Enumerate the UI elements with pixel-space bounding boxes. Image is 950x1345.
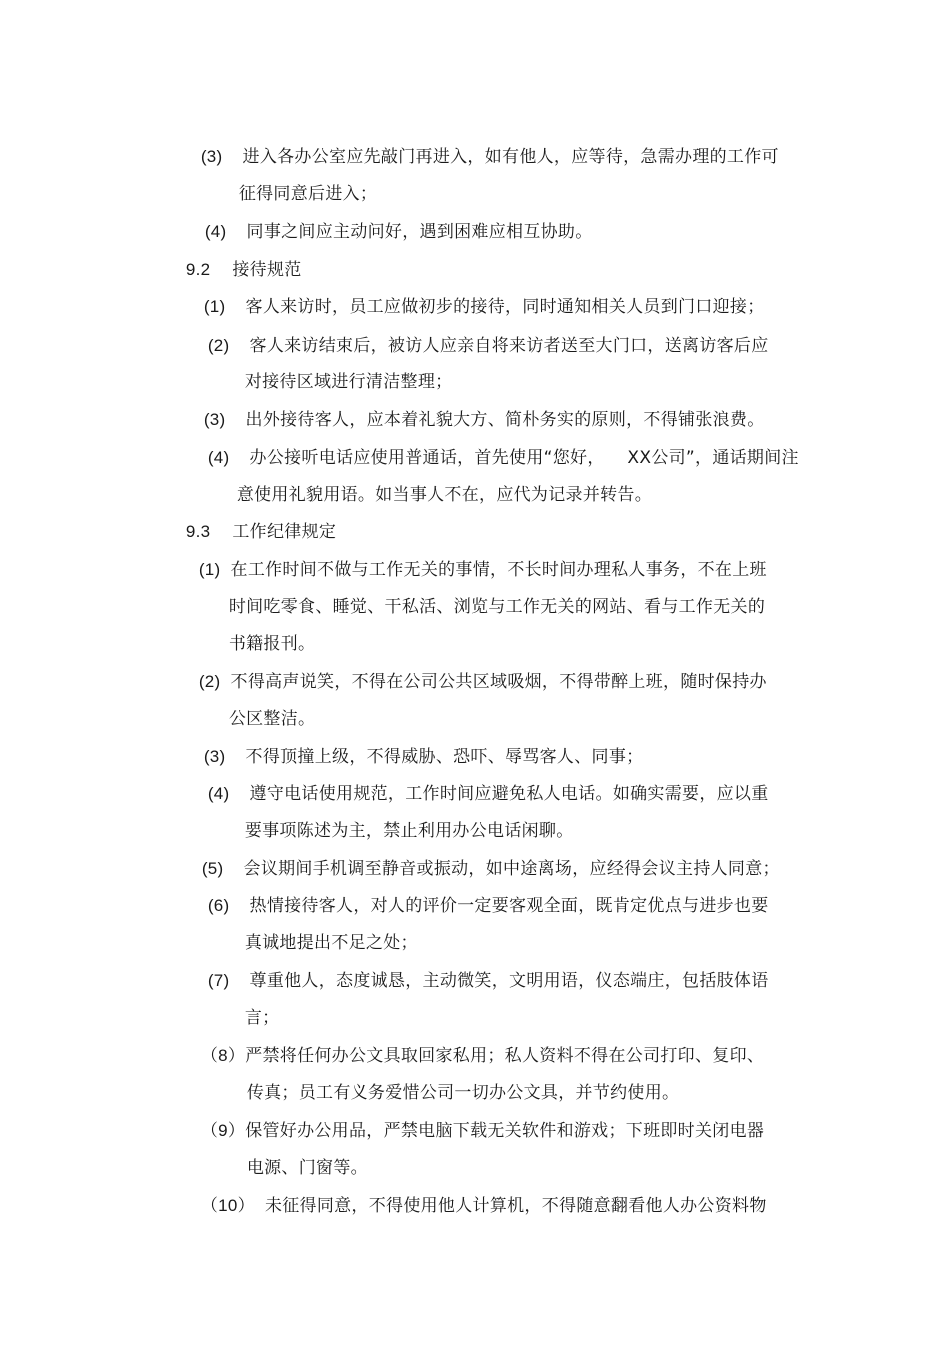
item-text: 时间吃零食、睡觉、干私活、浏览与工作无关的网站、看与工作无关的 xyxy=(228,597,766,617)
item-text: 热情接待客人，对人的评价一定要客观全面，既肯定优点与进步也要 xyxy=(249,896,769,916)
item-text: 对接待区域进行清洁整理； xyxy=(244,372,453,392)
item-number: （8） xyxy=(200,1046,246,1065)
item-text: 要事项陈述为主，禁止利用办公电话闲聊。 xyxy=(244,821,574,841)
item-text: 书籍报刊。 xyxy=(228,634,316,654)
item-text: 不得高声说笑，不得在公司公共区域吸烟，不得带醉上班，随时保持办 xyxy=(230,672,767,692)
item-text: 客人来访结束后，被访人应亲自将来访者送至大门口，送离访客后应 xyxy=(249,336,769,356)
item-number: (2) xyxy=(207,336,230,355)
section-number: 9.3 xyxy=(185,522,211,541)
item-text: 客人来访时，员工应做初步的接待，同时通知相关人员到门口迎接； xyxy=(245,297,765,317)
section-title: 工作纪律规定 xyxy=(232,522,337,542)
item-number: (4) xyxy=(207,784,230,803)
item-text: 尊重他人，态度诚恳，主动微笑，文明用语，仪态端庄，包括肢体语 xyxy=(249,971,769,991)
item-text: 遵守电话使用规范，工作时间应避免私人电话。如确实需要，应以重 xyxy=(249,784,769,804)
item-number: (4) xyxy=(204,222,227,241)
item-number: (4) xyxy=(207,448,230,467)
list-item xyxy=(178,1173,767,1239)
item-text: 会议期间手机调至静音或振动，如中途离场，应经得会议主持人同意； xyxy=(243,859,780,879)
item-text: 同事之间应主动问好，遇到困难应相互协助。 xyxy=(246,222,593,242)
item-text: 电源、门窗等。 xyxy=(246,1158,368,1178)
item-text: 征得同意后进入； xyxy=(238,184,378,204)
item-number: （9） xyxy=(200,1121,246,1140)
section-number: 9.2 xyxy=(185,260,211,279)
item-text: 未征得同意，不得使用他人计算机，不得随意翻看他人办公资料物 xyxy=(264,1196,767,1216)
item-text: 传真；员工有义务爱惜公司一切办公文具，并节约使用。 xyxy=(246,1083,680,1103)
item-text: 公区整洁。 xyxy=(228,709,316,729)
item-number: (3) xyxy=(200,147,223,166)
item-text: 不得顶撞上级，不得威胁、恐吓、辱骂客人、同事； xyxy=(245,747,644,767)
item-text: 出外接待客人，应本着礼貌大方、简朴务实的原则，不得铺张浪费。 xyxy=(245,410,765,430)
item-number: (6) xyxy=(207,896,230,915)
item-number: (1) xyxy=(198,560,221,579)
item-number: (2) xyxy=(198,672,221,691)
section-title: 接待规范 xyxy=(232,260,302,280)
item-number: (7) xyxy=(207,971,230,990)
item-text: 进入各办公室应先敲门再进入，如有他人，应等待，急需办理的工作可 xyxy=(242,147,779,167)
item-text: 在工作时间不做与工作无关的事情，不长时间办理私人事务，不在上班 xyxy=(230,560,767,580)
item-text: 言； xyxy=(244,1008,280,1028)
item-text: 真诚地提出不足之处； xyxy=(244,933,418,953)
item-text: 意使用礼貌用语。如当事人不在，应代为记录并转告。 xyxy=(236,485,653,505)
item-text: 严禁将任何办公文具取回家私用；私人资料不得在公司打印、复印、 xyxy=(245,1046,765,1066)
item-number: (3) xyxy=(203,410,226,429)
item-number: (1) xyxy=(203,297,226,316)
item-text: 保管好办公用品，严禁电脑下载无关软件和游戏；下班即时关闭电器 xyxy=(245,1121,765,1141)
item-number: (5) xyxy=(201,859,224,878)
item-number: (3) xyxy=(203,747,226,766)
item-number: （10） xyxy=(200,1196,255,1215)
item-text: 办公接听电话应使用普通话，首先使用“您好， XX公司”，通话期间注 xyxy=(249,448,799,468)
